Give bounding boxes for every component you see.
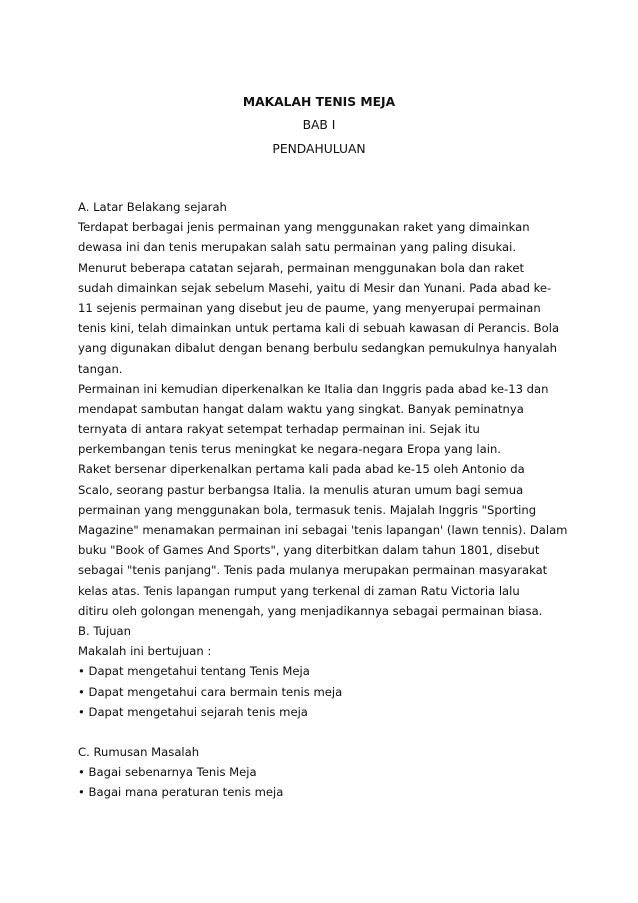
list-item: • Dapat mengetahui sejarah tenis meja (78, 704, 308, 719)
paragraph-line: Scalo, seorang pastur berbangsa Italia. Ia menulis aturan umum bagi semua (78, 482, 524, 497)
paragraph-line: tenis kini, telah dimainkan untuk pertama kali di sebuah kawasan di Perancis. Bola (78, 321, 560, 336)
paragraph-line: ternyata di antara rakyat setempat terhadap permainan ini. Sejak itu (78, 422, 480, 437)
paragraph-line: buku "Book of Games And Sports", yang diterbitkan dalam tahun 1801, disebut (78, 543, 540, 558)
paragraph-line: Magazine" menamakan permainan ini sebagai 'tenis lapangan' (lawn tennis). Dalam (78, 523, 568, 537)
list-item: • Bagai mana peraturan tenis meja (78, 785, 284, 800)
paragraph-line: yang digunakan dibalut dengan benang berbulu sedangkan pemukulnya hanyalah (78, 341, 557, 356)
chapter-label: BAB I (302, 118, 336, 132)
paragraph-line: sudah dimainkan sejak sebelum Masehi, yaitu di Mesir dan Yunani. Pada abad ke- (78, 280, 552, 295)
list-item: • Dapat mengetahui cara bermain tenis meja (78, 684, 343, 699)
blank-line (78, 722, 578, 742)
paragraph-line: Terdapat berbagai jenis permainan yang menggunakan raket yang dimainkan (78, 220, 530, 235)
list-item: • Bagai sebenarnya Tenis Meja (78, 765, 257, 780)
paragraph-line: kelas atas. Tenis lapangan rumput yang terkenal di zaman Ratu Victoria lalu (78, 583, 520, 598)
paragraph-line: Permainan ini kemudian diperkenalkan ke Italia dan Inggris pada abad ke-13 dan (78, 381, 549, 396)
chapter-title: PENDAHULUAN (272, 142, 366, 156)
paragraph-line: Raket bersenar diperkenalkan pertama kali pada abad ke-15 oleh Antonio da (78, 462, 525, 477)
paragraph-line: perkembangan tenis terus meningkat ke negara-negara Eropa yang lain. (78, 442, 501, 457)
paragraph-line: 11 sejenis permainan yang disebut jeu de paume, yang menyerupai permainan (78, 300, 541, 315)
paragraph-line: dewasa ini dan tenis merupakan salah satu permainan yang paling disukai. (78, 240, 517, 255)
paragraph-line: sebagai "tenis panjang". Tenis pada mulanya merupakan permainan masyarakat (78, 563, 548, 578)
paragraph-line: Menurut beberapa catatan sejarah, permainan menggunakan bola dan raket (78, 260, 524, 275)
section-b-intro: Makalah ini bertujuan : (78, 644, 212, 659)
section-a-heading: A. Latar Belakang sejarah (78, 200, 227, 214)
paragraph-line: tangan. (78, 361, 123, 376)
document-title: MAKALAH TENIS MEJA (242, 95, 396, 109)
list-item: • Dapat mengetahui tentang Tenis Meja (78, 664, 310, 679)
section-b-heading: B. Tujuan (78, 623, 132, 638)
paragraph-line: permainan yang menggunakan bola, termasuk tenis. Majalah Inggris "Sporting (78, 502, 537, 517)
paragraph-line: ditiru oleh golongan menengah, yang menjadikannya sebagai permainan biasa. (78, 603, 543, 618)
document-body (78, 197, 578, 803)
section-c-heading: C. Rumusan Masalah (78, 745, 200, 760)
paragraph-line: mendapat sambutan hangat dalam waktu yang singkat. Banyak peminatnya (78, 401, 524, 416)
